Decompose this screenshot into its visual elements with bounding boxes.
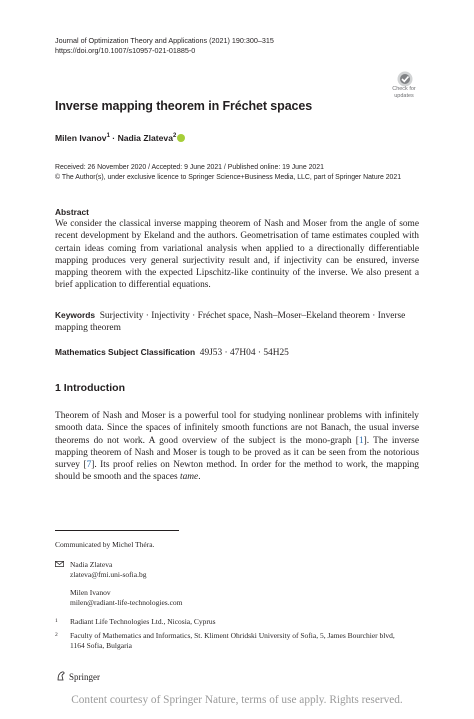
affiliation-2 — [55, 629, 395, 650]
envelope-icon — [55, 561, 64, 567]
author-list — [55, 133, 185, 143]
msc-codes: 49J53 · 47H04 · 54H25 — [199, 348, 289, 358]
publication-dates — [55, 163, 401, 183]
affiliation-number: 2 — [55, 632, 58, 638]
keywords — [55, 309, 421, 335]
section-heading: 1 Introduction — [55, 382, 125, 394]
affiliation-text: Faculty of Mathematics and Informatics, St. Kliment Ohridski University of Sofia, 5, James Bourchier blvd, 1164 Sofia, Bulgaria — [70, 631, 395, 650]
courtesy-watermark: Content courtesy of Springer Nature, terms of use apply. Rights reserved. — [71, 694, 403, 706]
publisher-name: Springer — [69, 672, 100, 682]
copyright-line: © The Author(s), under exclusive licence to Springer Science+Business Media, LLC, part of Springer Nature 2021 — [55, 174, 402, 181]
footnote-divider — [55, 530, 179, 531]
contact-email[interactable]: milen@radiant-life-technologies.com — [70, 598, 183, 607]
msc-classification — [55, 347, 421, 358]
msc-label: Mathematics Subject Classification — [55, 347, 196, 357]
author-name[interactable]: Milen Ivanov — [55, 133, 107, 143]
affiliation-number: 1 — [55, 618, 58, 624]
intro-paragraph: Theorem of Nash and Moser is a powerful tool for studying nonlinear problems with infinitely smooth data. Since the spaces of infinitely smooth functions are not Banach, the usual inverse theorems do not work. A good overview of the subject is the mono-graph [1]. The inverse mapping theorem of Nash and Moser is tough to be proved as it can be seen from the notorious survey [7]. Its proof relies on Newton method. In order for the method to work, the mapping should be smooth and the spaces tame. — [55, 411, 419, 483]
article-title: Inverse mapping theorem in Fréchet spaces — [55, 99, 313, 113]
contact-name: Nadia Zlateva — [70, 560, 113, 569]
springer-horse-icon — [55, 670, 67, 682]
affiliation-1 — [55, 615, 216, 626]
affiliation-marker: 1 — [106, 133, 110, 140]
contact-name: Milen Ivanov — [70, 588, 111, 597]
affiliation-text: Radiant Life Technologies Ltd., Nicosia, Cyprus — [70, 617, 216, 626]
keywords-label: Keywords — [55, 310, 96, 320]
author-separator: · — [109, 133, 118, 143]
contact-2 — [70, 588, 183, 608]
citation-link[interactable]: 7 — [86, 460, 92, 471]
orcid-icon[interactable] — [177, 134, 185, 142]
communicated-by: Communicated by Michel Théra. — [55, 540, 155, 549]
contact-email[interactable]: zlateva@fmi.uni-sofia.bg — [70, 570, 147, 579]
keywords-text: Surjectivity · Injectivity · Fréchet space, Nash–Moser–Ekeland theorem · Inverse mapping theorem — [55, 311, 406, 334]
check-for-updates-label[interactable]: Check for updates — [392, 86, 416, 99]
citation-link[interactable]: 1 — [358, 435, 364, 446]
dates-line: Received: 26 November 2020 / Accepted: 9 June 2021 / Published online: 19 June 2021 — [55, 164, 324, 171]
abstract-text: We consider the classical inverse mapping theorem of Nash and Moser from the angle of some recent development by Ekeland and the authors. Geometrisation of tame estimates coupled with certain ideas coming from variational analysis when applied to a directionally differentiable mapping produces very general surjectivity result and, if injectivity can be ensured, inverse mapping theorem with the expected Lipschitz-like continuity of the inverse. We also present a brief application to differential equations. — [55, 219, 419, 291]
affiliation-marker: 2 — [172, 133, 177, 140]
journal-line: Journal of Optimization Theory and Applications (2021) 190:300–315 — [55, 36, 274, 45]
abstract-heading: Abstract — [55, 207, 89, 217]
doi-link[interactable]: https://doi.org/10.1007/s10957-021-01885-0 — [55, 46, 196, 55]
journal-header — [55, 36, 274, 56]
contact-1 — [70, 560, 146, 580]
author-name[interactable]: Nadia Zlateva — [117, 133, 173, 143]
